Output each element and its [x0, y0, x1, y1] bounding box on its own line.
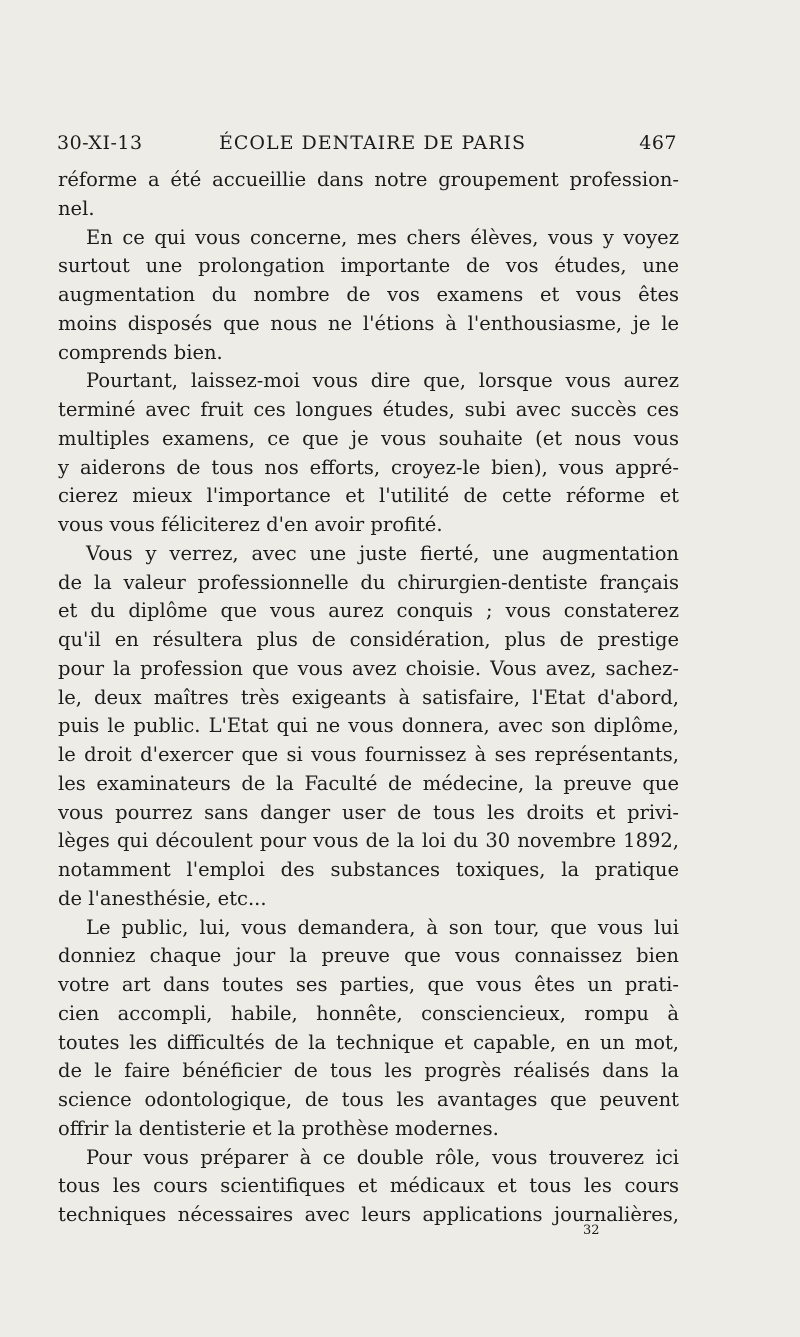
page-number: 467: [639, 132, 677, 154]
paragraph: [58, 367, 679, 540]
text-line: de l'anesthésie, etc...: [58, 886, 267, 910]
header-title: ÉCOLE DENTAIRE DE PARIS: [219, 132, 527, 154]
body-text: [58, 166, 679, 1230]
text-line: les examinateurs de la Faculté de médecine, la preuve que: [58, 771, 679, 795]
text-line: toutes les difficultés de la technique et capable, en un mot,: [58, 1030, 679, 1054]
text-line: multiples examens, ce que je vous souhaite (et nous vous: [58, 426, 679, 450]
text-line: offrir la dentisterie et la prothèse modernes.: [58, 1116, 499, 1140]
signature-mark: 32: [583, 1223, 600, 1238]
text-line: vous vous féliciterez d'en avoir profité.: [58, 513, 443, 536]
text-line: de le faire bénéficier de tous les progrès réalisés dans la: [58, 1059, 679, 1083]
text-line: Pourtant, laissez-moi vous dire que, lorsque vous aurez: [86, 369, 679, 393]
text-line: techniques nécessaires avec leurs applications journalières,: [58, 1203, 679, 1226]
text-line: pour la profession que vous avez choisie. Vous avez, sachez-: [58, 656, 679, 680]
text-line: augmentation du nombre de vos examens et vous êtes: [58, 283, 679, 306]
text-line: science odontologique, de tous les avantages que peuvent: [58, 1088, 679, 1111]
text-line: réforme a été accueillie dans notre groupement profession-: [58, 168, 679, 191]
text-line: En ce qui vous concerne, mes chers élèves, vous y voyez: [86, 225, 679, 249]
text-line: tous les cours scientifiques et médicaux et tous les cours: [58, 1174, 679, 1198]
text-line: Vous y verrez, avec une juste fierté, une augmentation: [86, 541, 679, 565]
text-line: comprends bien.: [58, 340, 223, 364]
paragraph: [58, 914, 679, 1144]
text-line: puis le public. L'Etat qui ne vous donnera, avec son diplôme,: [58, 714, 679, 738]
text-line: lèges qui découlent pour vous de la loi du 30 novembre 1892,: [58, 829, 679, 853]
text-line: notamment l'emploi des substances toxiques, la pratique: [58, 858, 679, 881]
paragraph: [58, 1144, 679, 1230]
header-date: 30-XI-13: [57, 132, 143, 154]
text-line: et du diplôme que vous aurez conquis ; vous constaterez: [58, 599, 679, 623]
paragraph: [58, 224, 679, 368]
text-line: moins disposés que nous ne l'étions à l'enthousiasme, je le: [58, 311, 679, 335]
text-line: votre art dans toutes ses parties, que vous êtes un prati-: [58, 973, 679, 996]
paragraph: [58, 540, 679, 914]
running-header: [57, 132, 677, 160]
text-line: Pour vous préparer à ce double rôle, vous trouverez ici: [86, 1145, 679, 1169]
text-line: le droit d'exercer que si vous fournissez à ses représentants,: [58, 743, 679, 766]
text-line: nel.: [58, 196, 95, 220]
text-line: qu'il en résultera plus de considération, plus de prestige: [58, 628, 679, 651]
text-line: y aiderons de tous nos efforts, croyez-le bien), vous appré-: [58, 455, 679, 479]
paragraph: [58, 166, 679, 224]
text-line: Le public, lui, vous demandera, à son tour, que vous lui: [86, 915, 679, 939]
text-line: cien accompli, habile, honnête, consciencieux, rompu à: [58, 1001, 679, 1025]
text-line: cierez mieux l'importance et l'utilité de cette réforme et: [58, 484, 679, 508]
text-line: de la valeur professionnelle du chirurgien-dentiste français: [58, 570, 679, 594]
text-line: terminé avec fruit ces longues études, subi avec succès ces: [58, 398, 679, 421]
text-line: donniez chaque jour la preuve que vous connaissez bien: [58, 944, 679, 968]
text-line: vous pourrez sans danger user de tous les droits et privi-: [58, 800, 679, 824]
text-line: le, deux maîtres très exigeants à satisfaire, l'Etat d'abord,: [58, 685, 679, 709]
text-line: surtout une prolongation importante de vos études, une: [58, 254, 679, 278]
